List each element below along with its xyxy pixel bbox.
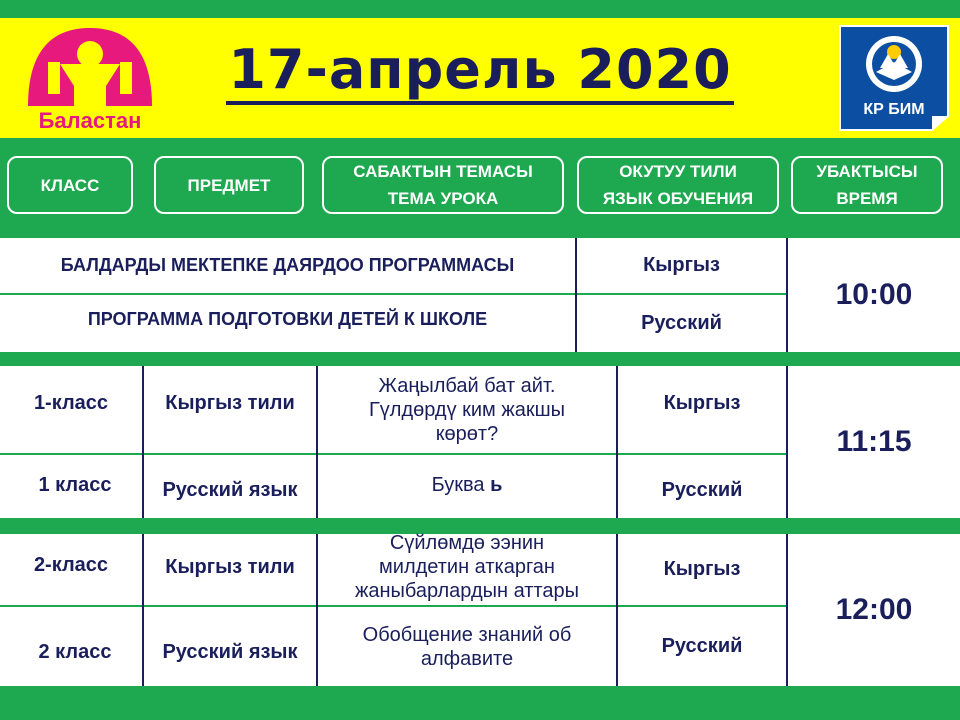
time-grade1: 11:15: [836, 425, 912, 458]
program-name-kg: БАЛДАРДЫ МЕКТЕПКЕ ДАЯРДОО ПРОГРАММАСЫ: [60, 255, 515, 275]
language-cell: Русский: [661, 634, 743, 657]
column-header-language: ОКУТУУ ТИЛИ ЯЗЫК ОБУЧЕНИЯ: [577, 156, 779, 214]
language-kg: Кыргыз: [643, 254, 720, 276]
svg-text:Баластан: Баластан: [38, 108, 142, 133]
program-name-ru: ПРОГРАММА ПОДГОТОВКИ ДЕТЕЙ К ШКОЛЕ: [87, 309, 488, 329]
class-cell: 2-класс: [33, 553, 109, 576]
subject-cell: Русский язык: [162, 478, 298, 501]
topic-cell: Буква ь: [431, 473, 503, 496]
column-header-class: КЛАСС: [7, 156, 133, 214]
topic-cell: Обобщение знаний об алфавите: [362, 624, 572, 670]
subject-cell: Кыргыз тили: [165, 392, 295, 414]
language-cell: Кыргыз: [663, 557, 741, 580]
topic-cell: Сүйлөмдө ээнин милдетин аткарган жаныбарлардын аттары: [355, 532, 579, 602]
time-grade2: 12:00: [835, 593, 913, 626]
grade1-block: [0, 366, 960, 518]
time-preschool: 10:00: [835, 278, 913, 311]
class-cell: 1-класс: [33, 392, 109, 414]
column-header-topic: САБАКТЫН ТЕМАСЫ ТЕМА УРОКА: [322, 156, 564, 214]
subject-cell: Кыргыз тили: [165, 555, 295, 578]
grade2-block: [0, 534, 960, 686]
language-cell: Кыргыз: [663, 392, 741, 414]
class-cell: 2 класс: [38, 640, 112, 663]
column-header-time: УБАКТЫСЫ ВРЕМЯ: [791, 156, 943, 214]
language-ru: Русский: [641, 312, 722, 334]
language-cell: Русский: [661, 478, 743, 501]
class-cell: 1 класс: [38, 473, 112, 496]
column-header-subject: ПРЕДМЕТ: [154, 156, 304, 214]
preschool-block: [0, 238, 960, 352]
subject-cell: Русский язык: [162, 640, 298, 663]
topic-cell: Жаңылбай бат айт. Гүлдөрдү ким жакшы көрөт?: [368, 375, 566, 445]
svg-text:КР БИМ: КР БИМ: [863, 101, 925, 118]
date-title: 17-апрель 2020: [0, 38, 960, 101]
kr-bim-logo: [838, 24, 950, 132]
